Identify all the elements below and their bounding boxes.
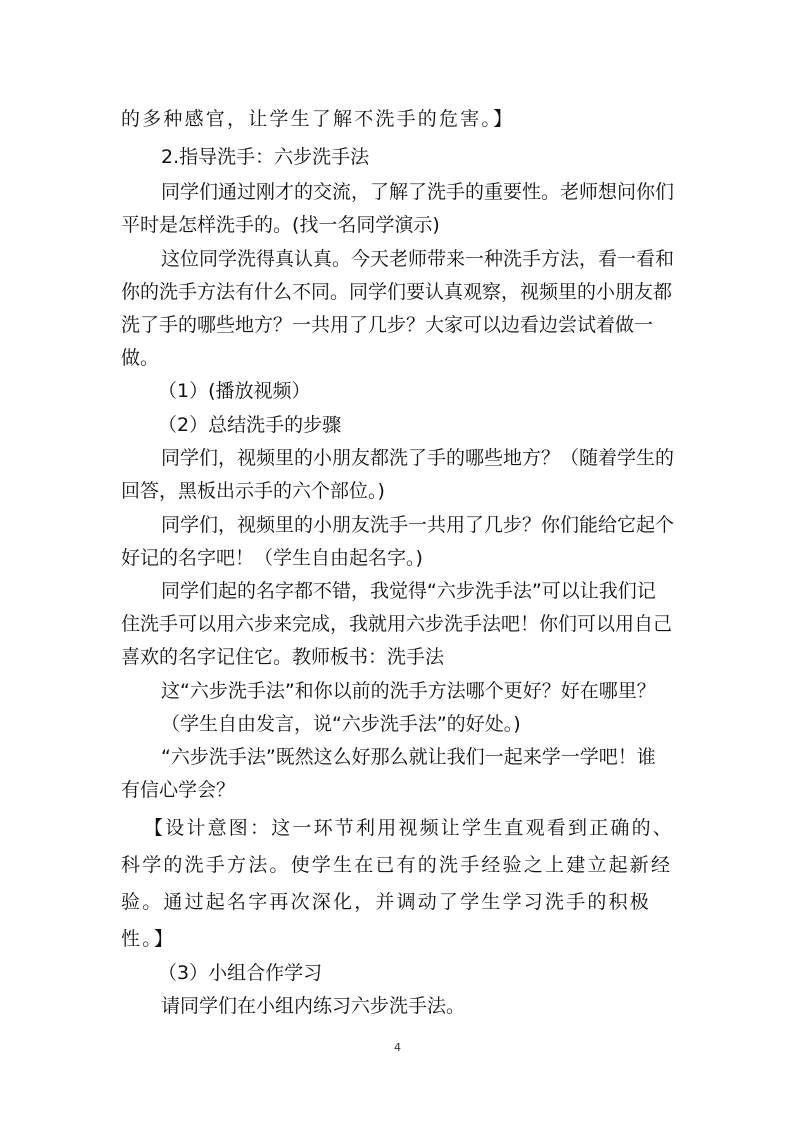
text-line: 同学们，视频里的小朋友都洗了手的哪些地方？（随着学生的 [161,447,675,469]
text-line: 你的洗手方法有什么不同。同学们要认真观察，视频里的小朋友都 [121,281,673,303]
list-item: （2）总结洗手的步骤 [158,414,342,436]
text-line: 做。 [121,347,160,369]
text-line: 的多种感官，让学生了解不洗手的危害。】 [121,108,515,130]
text-line: （学生自由发言，说“六步洗手法”的好处。) [161,713,521,735]
text-line: 这位同学洗得真认真。今天老师带来一种洗手方法，看一看和 [161,248,675,270]
text-line: 洗了手的哪些地方？一共用了几步？大家可以边看边尝试着做一 [121,314,654,336]
design-intent-line: 验。通过起名字再次深化，并调动了学生学习洗手的积极 [121,891,652,913]
list-item: （1）(播放视频） [158,380,311,402]
design-intent-line: 【设计意图：这一环节利用视频让学生直观看到正确的、 [144,817,675,839]
text-line: 有信心学会？ [121,779,236,801]
text-line: 回答，黑板出示手的六个部位。) [121,480,385,502]
list-item: （3）小组合作学习 [158,962,323,984]
text-line: 同学们通过刚才的交流，了解了洗手的重要性。老师想问你们 [161,181,675,203]
text-line: “六步洗手法”既然这么好那么就让我们一起来学一学吧！谁 [161,746,656,768]
section-heading: 2.指导洗手：六步洗手法 [161,146,370,168]
text-line: 喜欢的名字记住它。教师板书：洗手法 [121,646,445,668]
text-line: 好记的名字吧！（学生自由起名字。) [121,547,423,569]
page-number: 4 [394,1041,401,1054]
design-intent-line: 科学的洗手方法。使学生在已有的洗手经验之上建立起新经 [121,854,673,876]
design-intent-line: 性。】 [121,928,176,950]
text-line: 请同学们在小组内练习六步洗手法。 [161,995,466,1017]
text-line: 同学们，视频里的小朋友洗手一共用了几步？你们能给它起个 [161,514,675,536]
text-line: 这“六步洗手法”和你以前的洗手方法哪个更好？好在哪里？ [161,680,656,702]
text-line: 住洗手可以用六步来完成，我就用六步洗手法吧！你们可以用自己 [121,613,673,635]
text-line: 平时是怎样洗手的。(找一名同学演示) [121,214,440,236]
text-line: 同学们起的名字都不错，我觉得“六步洗手法”可以让我们记 [161,580,656,602]
